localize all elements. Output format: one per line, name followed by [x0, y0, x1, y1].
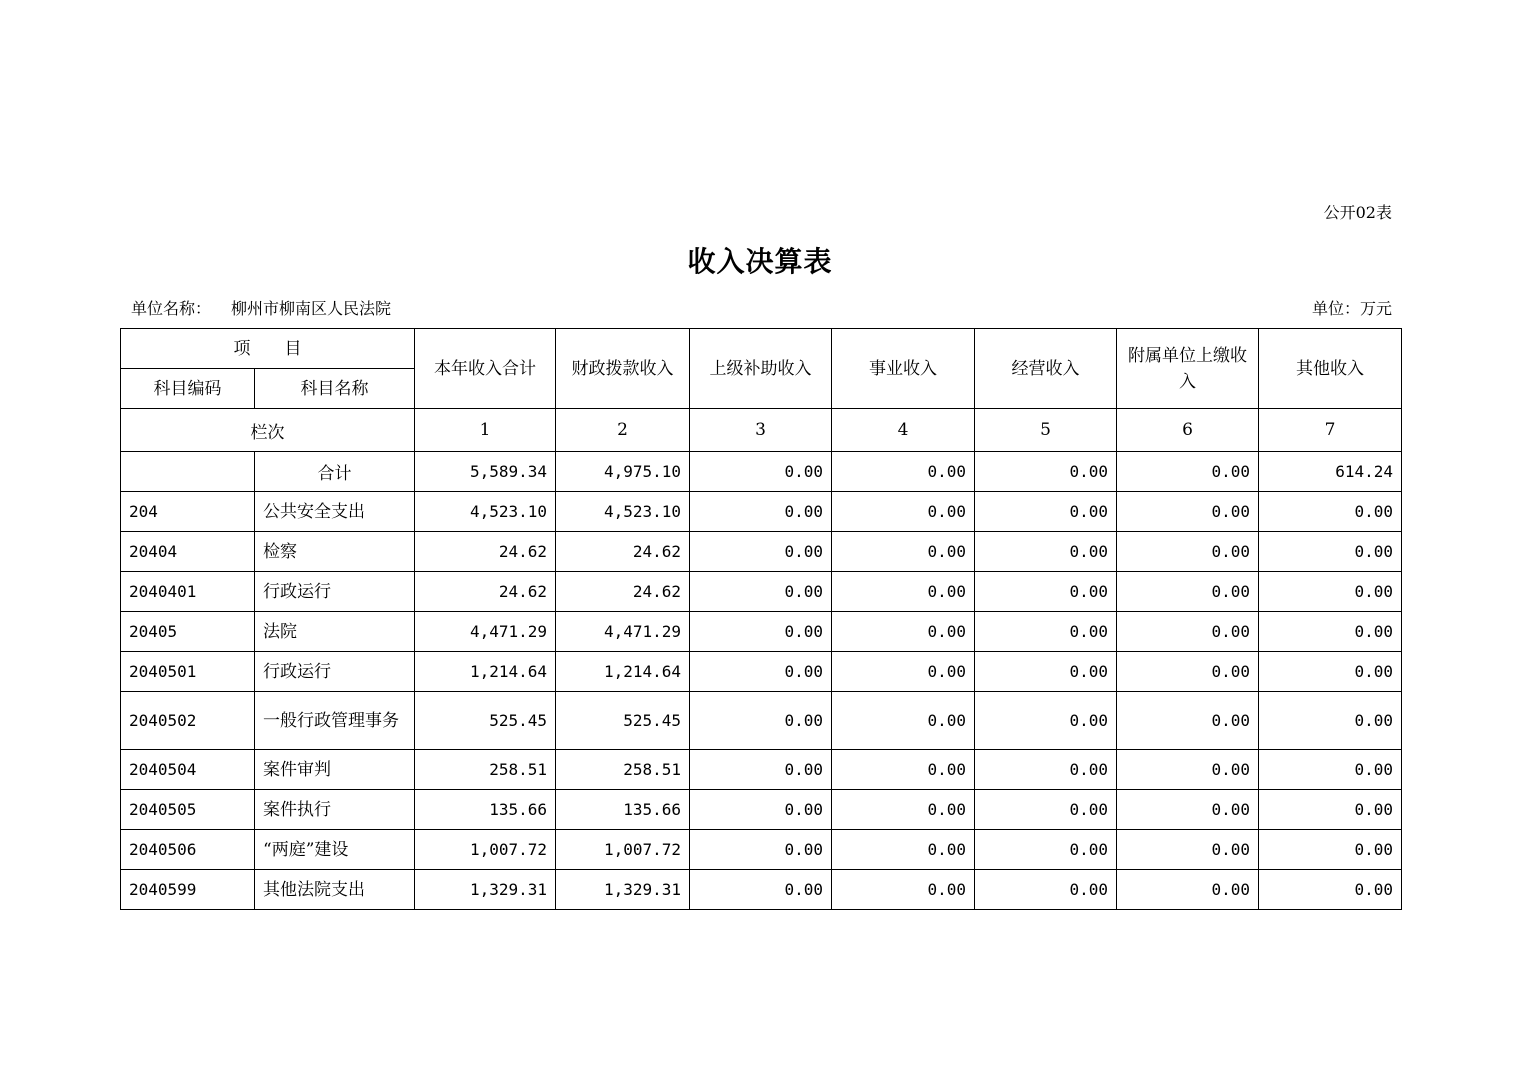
row-name: 案件执行 — [255, 790, 415, 830]
row-value: 0.00 — [1117, 612, 1259, 652]
row-value: 4,975.10 — [556, 452, 690, 492]
row-value: 0.00 — [832, 692, 975, 750]
col-number: 7 — [1259, 409, 1402, 452]
row-code: 20405 — [121, 612, 255, 652]
row-value: 0.00 — [690, 612, 832, 652]
currency-unit: 单位：万元 — [1311, 299, 1392, 318]
row-value: 0.00 — [690, 652, 832, 692]
row-value: 4,471.29 — [415, 612, 556, 652]
row-value: 0.00 — [690, 750, 832, 790]
row-value: 0.00 — [975, 830, 1117, 870]
row-value: 24.62 — [556, 532, 690, 572]
col-number: 1 — [415, 409, 556, 452]
table-row — [121, 492, 1402, 532]
row-value: 135.66 — [556, 790, 690, 830]
table-row — [121, 572, 1402, 612]
row-value: 0.00 — [832, 652, 975, 692]
row-value: 0.00 — [832, 870, 975, 910]
row-value: 0.00 — [832, 612, 975, 652]
row-value: 0.00 — [975, 612, 1117, 652]
row-value: 0.00 — [1259, 612, 1402, 652]
unit-name-label: 单位名称： — [131, 299, 212, 318]
row-value: 0.00 — [832, 452, 975, 492]
row-name: 法院 — [255, 612, 415, 652]
row-code: 2040504 — [121, 750, 255, 790]
row-value: 4,471.29 — [556, 612, 690, 652]
row-value: 525.45 — [556, 692, 690, 750]
header-operating-income: 经营收入 — [975, 329, 1117, 409]
row-value: 0.00 — [1259, 652, 1402, 692]
col-number: 2 — [556, 409, 690, 452]
table-row — [121, 532, 1402, 572]
header-affiliate-income: 附属单位上缴收入 — [1117, 329, 1259, 409]
row-name: 合计 — [255, 452, 415, 492]
table-row — [121, 750, 1402, 790]
income-table — [120, 328, 1402, 910]
row-value: 5,589.34 — [415, 452, 556, 492]
unit-name — [131, 296, 391, 319]
row-code: 2040502 — [121, 692, 255, 750]
row-value: 4,523.10 — [556, 492, 690, 532]
row-value: 0.00 — [832, 830, 975, 870]
row-value: 0.00 — [975, 750, 1117, 790]
row-value: 0.00 — [832, 790, 975, 830]
row-value: 1,214.64 — [415, 652, 556, 692]
row-code: 2040506 — [121, 830, 255, 870]
col-number: 3 — [690, 409, 832, 452]
row-name: 其他法院支出 — [255, 870, 415, 910]
header-lanci: 栏次 — [121, 409, 415, 452]
form-number: 公开02表 — [1323, 203, 1392, 222]
row-value: 0.00 — [975, 870, 1117, 910]
row-value: 1,329.31 — [415, 870, 556, 910]
row-value: 135.66 — [415, 790, 556, 830]
row-code: 2040501 — [121, 652, 255, 692]
col-number: 5 — [975, 409, 1117, 452]
row-value: 0.00 — [1117, 572, 1259, 612]
row-name: 行政运行 — [255, 652, 415, 692]
row-name: 行政运行 — [255, 572, 415, 612]
row-value: 0.00 — [1117, 532, 1259, 572]
row-code: 2040599 — [121, 870, 255, 910]
unit-name-value: 柳州市柳南区人民法院 — [231, 299, 392, 318]
table-row — [121, 830, 1402, 870]
row-value: 614.24 — [1259, 452, 1402, 492]
header-superior-subsidy: 上级补助收入 — [690, 329, 832, 409]
row-value: 0.00 — [1117, 870, 1259, 910]
header-name: 科目名称 — [255, 369, 415, 409]
row-value: 1,007.72 — [556, 830, 690, 870]
row-value: 24.62 — [415, 532, 556, 572]
row-name: 案件审判 — [255, 750, 415, 790]
row-value: 0.00 — [1117, 652, 1259, 692]
row-value: 0.00 — [690, 870, 832, 910]
row-value: 1,214.64 — [556, 652, 690, 692]
row-value: 0.00 — [1259, 572, 1402, 612]
row-value: 0.00 — [690, 790, 832, 830]
row-value: 0.00 — [975, 692, 1117, 750]
row-value: 0.00 — [1259, 532, 1402, 572]
header-other-income: 其他收入 — [1259, 329, 1402, 409]
row-value: 0.00 — [1117, 492, 1259, 532]
col-number: 6 — [1117, 409, 1259, 452]
row-value: 0.00 — [1259, 750, 1402, 790]
row-code: 204 — [121, 492, 255, 532]
row-value: 0.00 — [1117, 452, 1259, 492]
row-name: 检察 — [255, 532, 415, 572]
table-row — [121, 652, 1402, 692]
row-value: 0.00 — [1117, 790, 1259, 830]
row-value: 0.00 — [1259, 692, 1402, 750]
row-value: 24.62 — [415, 572, 556, 612]
header-total-income: 本年收入合计 — [415, 329, 556, 409]
row-value: 24.62 — [556, 572, 690, 612]
row-value: 0.00 — [832, 492, 975, 532]
row-value: 0.00 — [1259, 492, 1402, 532]
row-name: “两庭”建设 — [255, 830, 415, 870]
row-value: 0.00 — [1259, 870, 1402, 910]
header-business-income: 事业收入 — [832, 329, 975, 409]
table-row — [121, 790, 1402, 830]
row-name: 一般行政管理事务 — [255, 692, 415, 750]
row-value: 258.51 — [415, 750, 556, 790]
row-value: 0.00 — [1259, 830, 1402, 870]
row-value: 0.00 — [975, 652, 1117, 692]
row-value: 0.00 — [832, 750, 975, 790]
row-value: 0.00 — [975, 532, 1117, 572]
row-value: 525.45 — [415, 692, 556, 750]
row-value: 0.00 — [690, 532, 832, 572]
row-value: 258.51 — [556, 750, 690, 790]
row-value: 1,007.72 — [415, 830, 556, 870]
row-code — [121, 452, 255, 492]
row-value: 0.00 — [1117, 830, 1259, 870]
row-code: 20404 — [121, 532, 255, 572]
row-code: 2040505 — [121, 790, 255, 830]
row-value: 0.00 — [1259, 790, 1402, 830]
header-project: 项 目 — [121, 329, 415, 369]
header-fiscal-income: 财政拨款收入 — [556, 329, 690, 409]
header-code: 科目编码 — [121, 369, 255, 409]
row-value: 0.00 — [690, 572, 832, 612]
table-row — [121, 612, 1402, 652]
row-value: 0.00 — [975, 452, 1117, 492]
row-name: 公共安全支出 — [255, 492, 415, 532]
row-value: 4,523.10 — [415, 492, 556, 532]
col-number: 4 — [832, 409, 975, 452]
row-value: 0.00 — [832, 572, 975, 612]
row-value: 1,329.31 — [556, 870, 690, 910]
row-value: 0.00 — [975, 790, 1117, 830]
table-row-total — [121, 452, 1402, 492]
row-value: 0.00 — [690, 830, 832, 870]
row-value: 0.00 — [1117, 750, 1259, 790]
row-value: 0.00 — [1117, 692, 1259, 750]
row-value: 0.00 — [690, 452, 832, 492]
page-title: 收入决算表 — [687, 245, 833, 278]
row-value: 0.00 — [975, 492, 1117, 532]
row-value: 0.00 — [832, 532, 975, 572]
row-value: 0.00 — [975, 572, 1117, 612]
row-value: 0.00 — [690, 692, 832, 750]
table-row — [121, 692, 1402, 750]
row-code: 2040401 — [121, 572, 255, 612]
row-value: 0.00 — [690, 492, 832, 532]
table-row — [121, 870, 1402, 910]
